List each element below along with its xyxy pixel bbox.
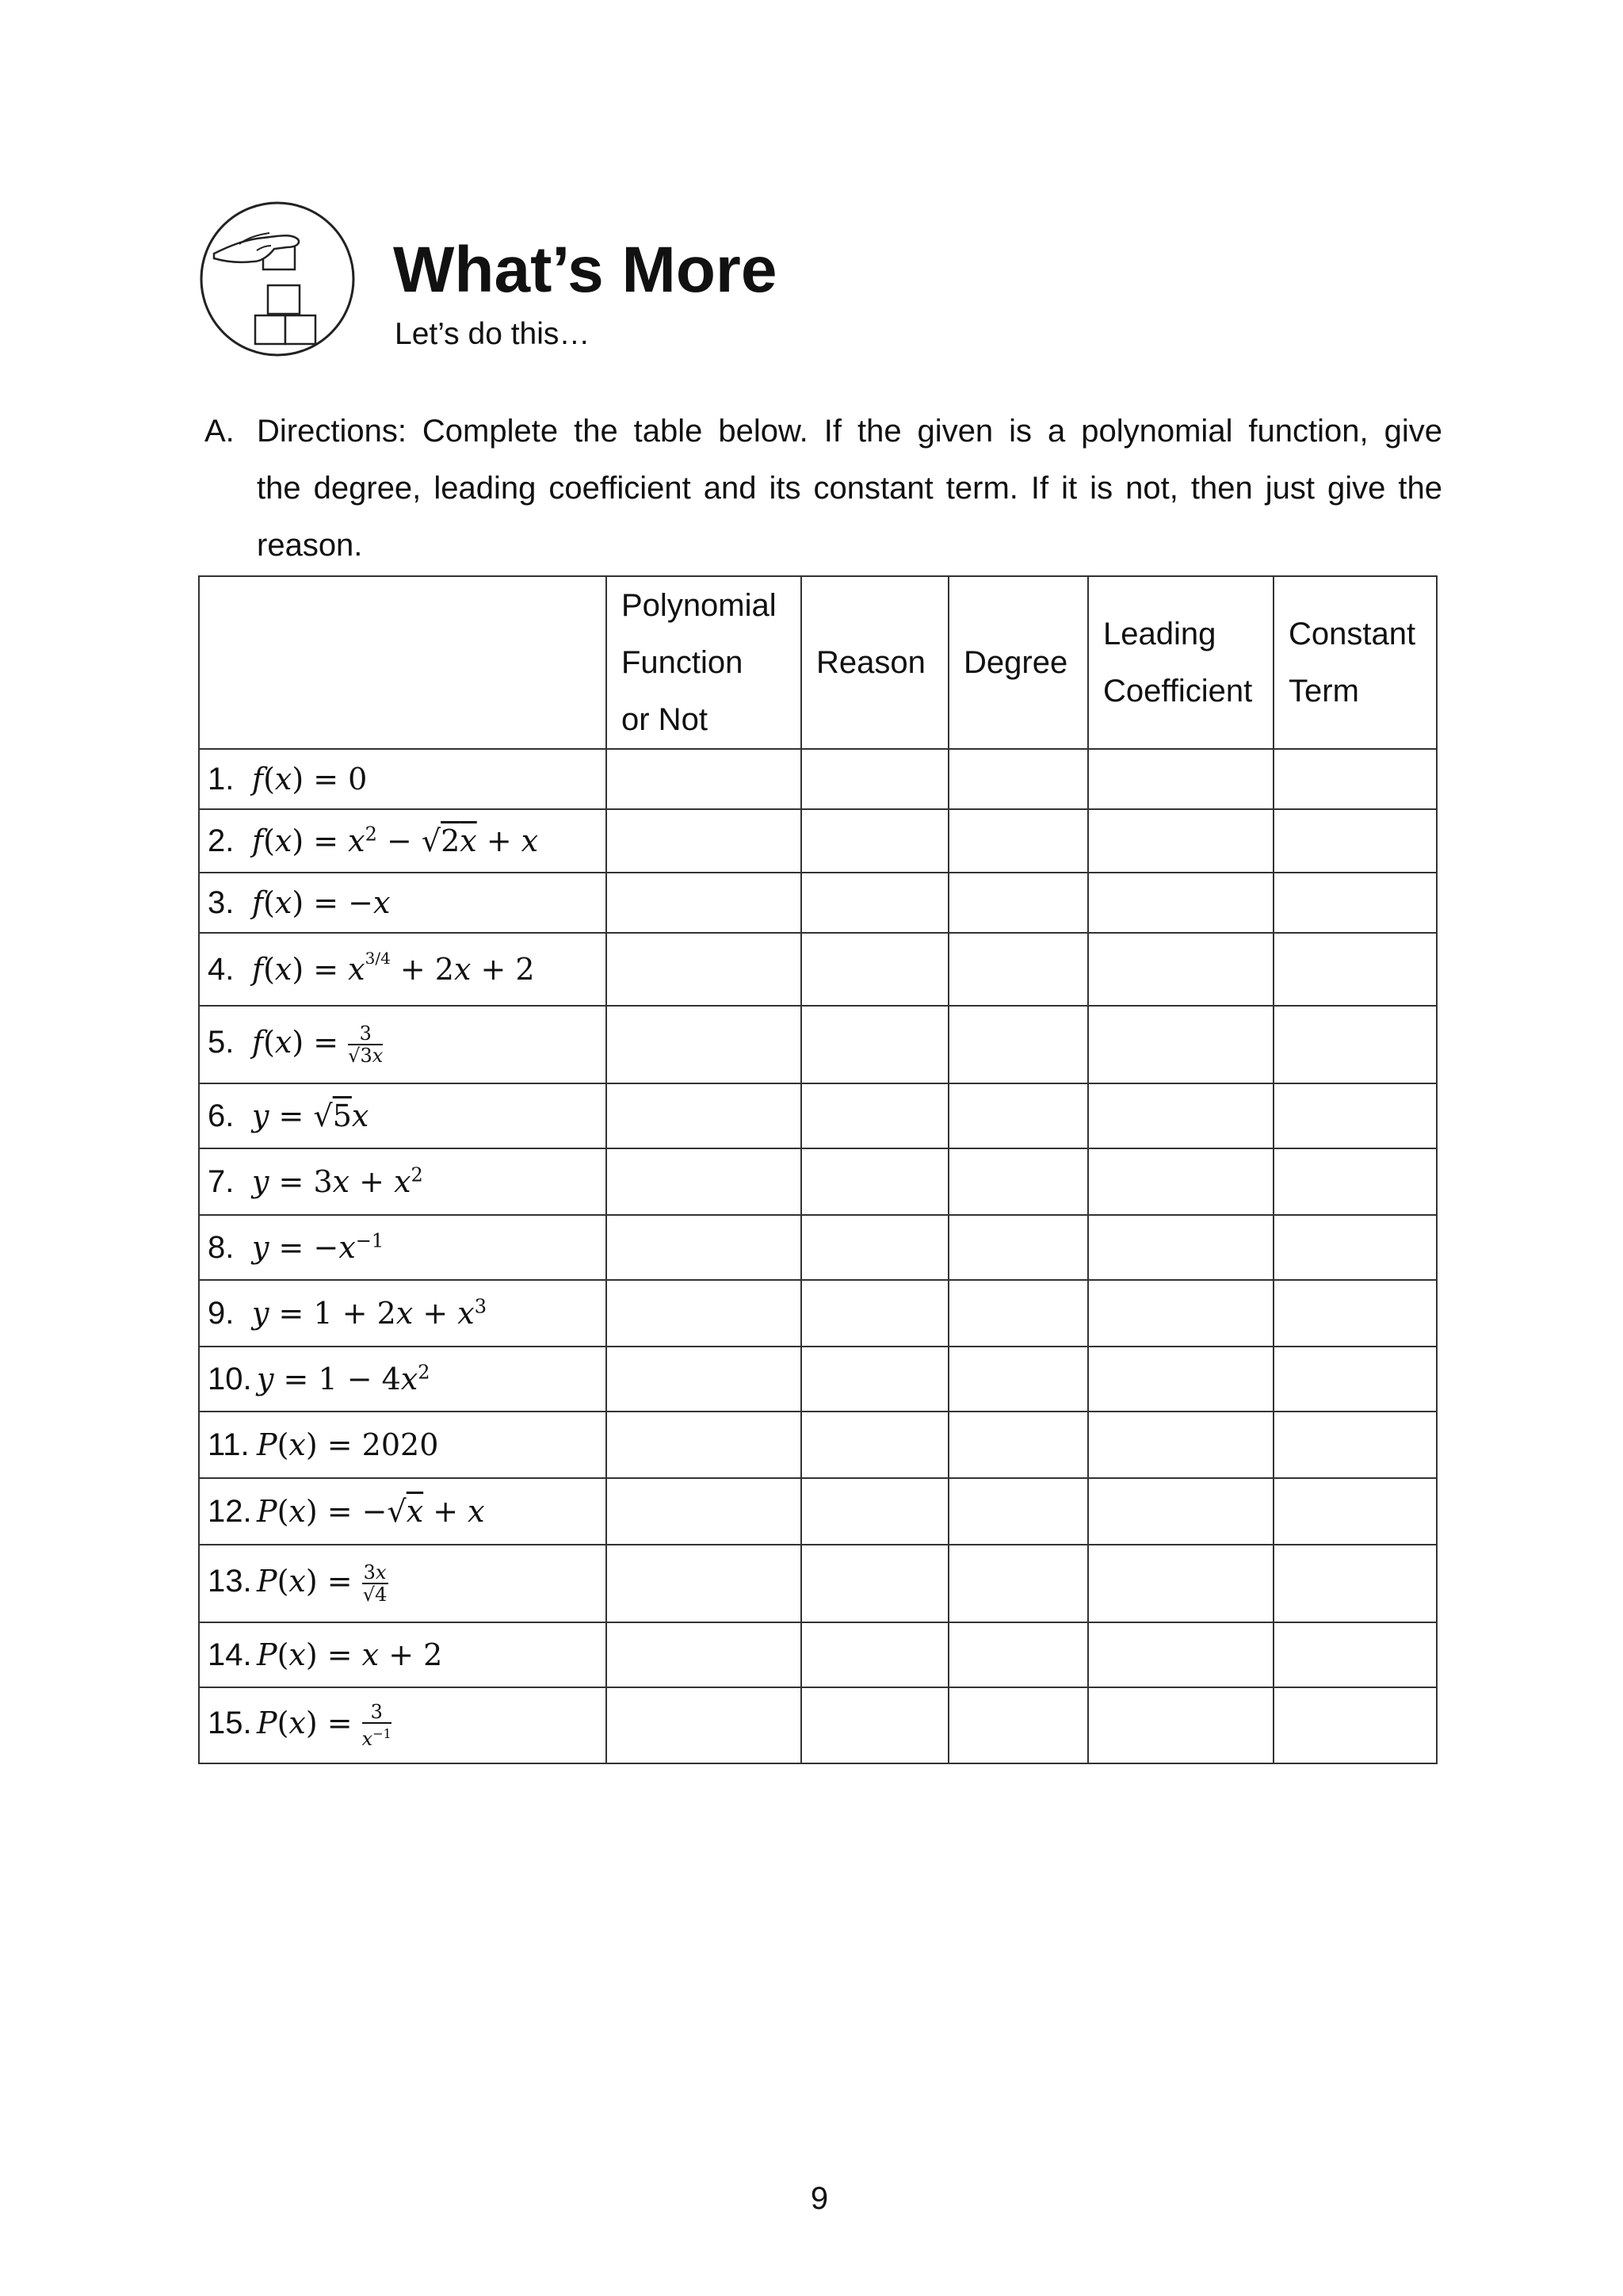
table-row	[199, 1347, 1437, 1412]
answer-cell-constant-term[interactable]	[1274, 809, 1437, 873]
expression-cell: 8. $y = -x^{-1}$	[199, 1215, 606, 1280]
answer-cell-leading-coefficient[interactable]	[1088, 1545, 1274, 1622]
expression-cell: 5. f(x) = $\frac{3}{√3x}$	[199, 1006, 606, 1083]
answer-cell-leading-coefficient[interactable]	[1088, 1215, 1274, 1280]
answer-cell-constant-term[interactable]	[1274, 873, 1437, 933]
header-degree: Degree	[949, 576, 1088, 749]
answer-cell-constant-term[interactable]	[1274, 749, 1437, 809]
answer-cell-degree[interactable]	[949, 873, 1088, 933]
answer-cell-polynomial[interactable]	[606, 1215, 801, 1280]
answer-cell-degree[interactable]	[949, 1347, 1088, 1412]
expression-cell: 7. $y = 3x + x^2$	[199, 1148, 606, 1215]
answer-cell-degree[interactable]	[949, 933, 1088, 1006]
answer-cell-leading-coefficient[interactable]	[1088, 1148, 1274, 1215]
answer-cell-degree[interactable]	[949, 1006, 1088, 1083]
answer-cell-leading-coefficient[interactable]	[1088, 873, 1274, 933]
answer-cell-leading-coefficient[interactable]	[1088, 1478, 1274, 1545]
answer-cell-polynomial[interactable]	[606, 1545, 801, 1622]
expression-cell: 12. P(x) = −√x + x	[199, 1478, 606, 1545]
answer-cell-constant-term[interactable]	[1274, 1687, 1437, 1763]
answer-cell-polynomial[interactable]	[606, 749, 801, 809]
answer-cell-degree[interactable]	[949, 1478, 1088, 1545]
answer-cell-constant-term[interactable]	[1274, 1148, 1437, 1215]
page-number: 9	[810, 2181, 829, 2216]
table-row	[199, 1412, 1437, 1478]
expression-cell: 6. y = √5x	[199, 1083, 606, 1148]
answer-cell-leading-coefficient[interactable]	[1088, 1083, 1274, 1148]
answer-cell-reason[interactable]	[801, 1545, 949, 1622]
answer-cell-reason[interactable]	[801, 1280, 949, 1347]
answer-cell-reason[interactable]	[801, 1148, 949, 1215]
answer-cell-degree[interactable]	[949, 1215, 1088, 1280]
answer-cell-degree[interactable]	[949, 1280, 1088, 1347]
table-row	[199, 1687, 1437, 1763]
table-row	[199, 1215, 1437, 1280]
answer-cell-reason[interactable]	[801, 1347, 949, 1412]
answer-cell-constant-term[interactable]	[1274, 1083, 1437, 1148]
answer-cell-leading-coefficient[interactable]	[1088, 1280, 1274, 1347]
header-cell-blank	[199, 576, 606, 749]
answer-cell-reason[interactable]	[801, 1215, 949, 1280]
answer-cell-reason[interactable]	[801, 1687, 949, 1763]
answer-cell-polynomial[interactable]	[606, 1478, 801, 1545]
hand-stacking-blocks-icon	[198, 198, 357, 361]
answer-cell-reason[interactable]	[801, 749, 949, 809]
expression-cell: 1. f(x) = 0	[199, 749, 606, 809]
answer-cell-reason[interactable]	[801, 933, 949, 1006]
answer-cell-degree[interactable]	[949, 1545, 1088, 1622]
answer-cell-constant-term[interactable]	[1274, 1478, 1437, 1545]
expression-cell: 2. $f(x) = x^2 - √2x + x$	[199, 809, 606, 873]
answer-cell-degree[interactable]	[949, 1687, 1088, 1763]
table-row	[199, 1006, 1437, 1083]
section-title: What’s More	[393, 234, 777, 306]
polynomial-table	[198, 575, 1438, 1764]
answer-cell-reason[interactable]	[801, 1622, 949, 1687]
expression-cell: 3. f(x) = −x	[199, 873, 606, 933]
answer-cell-constant-term[interactable]	[1274, 1347, 1437, 1412]
answer-cell-polynomial[interactable]	[606, 1412, 801, 1478]
answer-cell-polynomial[interactable]	[606, 1280, 801, 1347]
table-row	[199, 933, 1437, 1006]
answer-cell-leading-coefficient[interactable]	[1088, 1622, 1274, 1687]
directions-line: reason.	[257, 528, 363, 563]
header-polynomial-function: Polynomial Function or Not	[606, 576, 801, 749]
answer-cell-constant-term[interactable]	[1274, 1280, 1437, 1347]
answer-cell-polynomial[interactable]	[606, 1083, 801, 1148]
answer-cell-leading-coefficient[interactable]	[1088, 1412, 1274, 1478]
expression-cell: 4. $f(x) = x^{3/4} + 2x + 2$	[199, 933, 606, 1006]
section-subtitle: Let’s do this…	[395, 317, 590, 351]
directions-label: A.	[204, 414, 235, 449]
answer-cell-constant-term[interactable]	[1274, 1006, 1437, 1083]
answer-cell-polynomial[interactable]	[606, 1622, 801, 1687]
answer-cell-polynomial[interactable]	[606, 1347, 801, 1412]
answer-cell-reason[interactable]	[801, 1412, 949, 1478]
answer-cell-reason[interactable]	[801, 873, 949, 933]
expression-cell: 11. P(x) = 2020	[199, 1412, 606, 1478]
expression-cell: 15. P(x) = $\frac{3}{x^{-1}}$	[199, 1687, 606, 1763]
table-row	[199, 809, 1437, 873]
answer-cell-degree[interactable]	[949, 1083, 1088, 1148]
answer-cell-degree[interactable]	[949, 809, 1088, 873]
answer-cell-reason[interactable]	[801, 809, 949, 873]
answer-cell-reason[interactable]	[801, 1083, 949, 1148]
table-row	[199, 1148, 1437, 1215]
answer-cell-degree[interactable]	[949, 1412, 1088, 1478]
answer-cell-polynomial[interactable]	[606, 1006, 801, 1083]
table-row	[199, 1478, 1437, 1545]
table-row	[199, 873, 1437, 933]
answer-cell-leading-coefficient[interactable]	[1088, 1006, 1274, 1083]
answer-cell-polynomial[interactable]	[606, 873, 801, 933]
table-row	[199, 1545, 1437, 1622]
answer-cell-constant-term[interactable]	[1274, 1412, 1437, 1478]
answer-cell-constant-term[interactable]	[1274, 1622, 1437, 1687]
answer-cell-polynomial[interactable]	[606, 1148, 801, 1215]
answer-cell-constant-term[interactable]	[1274, 1545, 1437, 1622]
table-header-row	[199, 576, 1437, 749]
directions-line: the degree, leading coefficient and its constant term. If it is not, then just give the	[257, 471, 1442, 506]
answer-cell-leading-coefficient[interactable]	[1088, 1687, 1274, 1763]
table-row	[199, 1280, 1437, 1347]
header-constant-term: Constant Term	[1274, 576, 1437, 749]
answer-cell-leading-coefficient[interactable]	[1088, 1347, 1274, 1412]
answer-cell-leading-coefficient[interactable]	[1088, 809, 1274, 873]
directions-line: Directions: Complete the table below. If the given is a polynomial function, give	[257, 414, 1442, 449]
answer-cell-polynomial[interactable]	[606, 1687, 801, 1763]
table-row	[199, 1622, 1437, 1687]
directions-text	[257, 403, 1442, 574]
answer-cell-degree[interactable]	[949, 1622, 1088, 1687]
answer-cell-leading-coefficient[interactable]	[1088, 749, 1274, 809]
answer-cell-polynomial[interactable]	[606, 809, 801, 873]
answer-cell-constant-term[interactable]	[1274, 1215, 1437, 1280]
header-leading-coefficient: Leading Coefficient	[1088, 576, 1274, 749]
table-row	[199, 1083, 1437, 1148]
header-reason: Reason	[801, 576, 949, 749]
expression-cell: 14. P(x) = x + 2	[199, 1622, 606, 1687]
answer-cell-degree[interactable]	[949, 1148, 1088, 1215]
answer-cell-reason[interactable]	[801, 1478, 949, 1545]
expression-cell: 9. $y = 1 + 2x + x^3$	[199, 1280, 606, 1347]
table-row	[199, 749, 1437, 809]
expression-cell: 10. $y = 1 - 4x^2$	[199, 1347, 606, 1412]
answer-cell-polynomial[interactable]	[606, 933, 801, 1006]
answer-cell-reason[interactable]	[801, 1006, 949, 1083]
answer-cell-leading-coefficient[interactable]	[1088, 933, 1274, 1006]
expression-cell: 13. P(x) = $\frac{3x}{√4}$	[199, 1545, 606, 1622]
answer-cell-degree[interactable]	[949, 749, 1088, 809]
answer-cell-constant-term[interactable]	[1274, 933, 1437, 1006]
